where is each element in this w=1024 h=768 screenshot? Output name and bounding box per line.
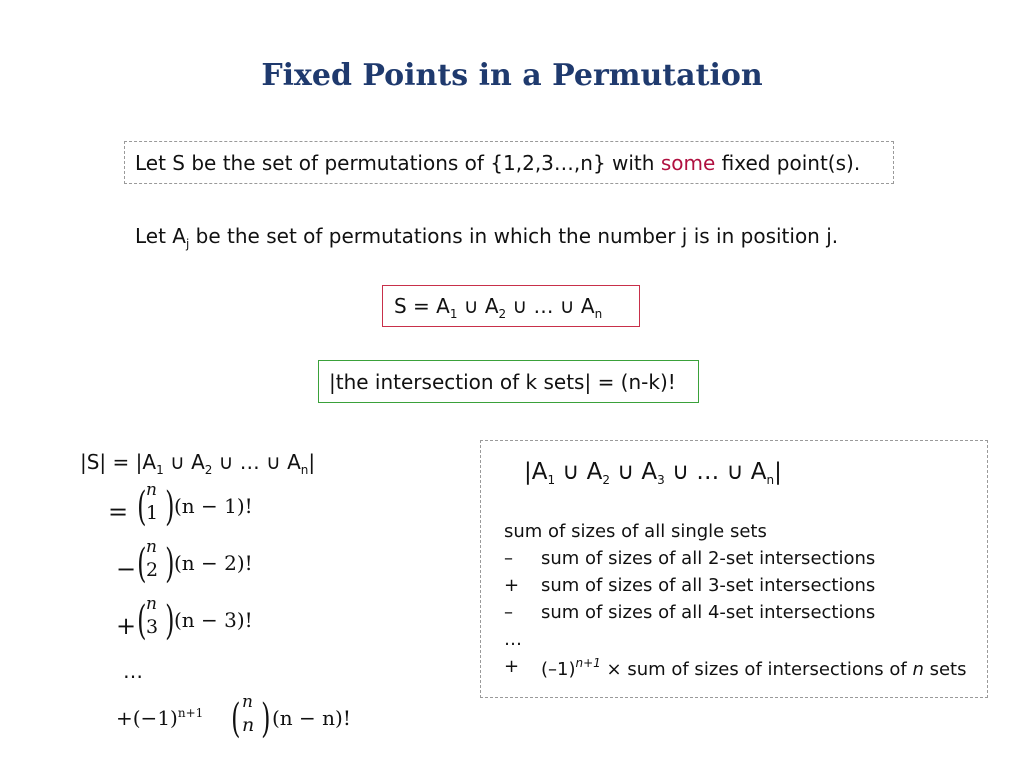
binom-top: n [242,692,253,712]
union-subn: n [766,473,775,487]
term-last-exp: n+1 [177,706,204,720]
s-cardinality [80,450,315,477]
s-card-subn: n [300,463,309,477]
s-eq-sub2: 2 [498,307,507,321]
binom-top: n [146,537,157,557]
binom-bottom: n [242,714,255,736]
binom-top: n [146,480,157,500]
definition-aj-post: be the set of permutations in which the number j is in position j. [189,224,839,248]
definition-s-box [124,141,894,184]
term-last-sign [116,706,203,730]
binom-top: n [146,594,157,614]
s-eq-sub1: 1 [449,307,458,321]
sum-row-label: sum of sizes of all 2-set intersections [541,548,876,569]
definition-s-pre: Let S be the set of permutations of {1,2,3…,n} with [135,151,661,175]
union-sub1: 1 [547,473,556,487]
sum-last-pre: (–1) [541,659,576,680]
union-post: | [774,459,782,485]
sum-row-label: sum of sizes of all 3-set intersections [541,575,876,596]
s-card-union1: ∪ A [163,450,205,474]
binom-bottom: 2 [146,559,159,581]
sum-row-symbol: + [504,575,520,596]
s-equation [394,294,602,321]
sum-row-label: sum of sizes of all 4-set intersections [541,602,876,623]
paren-right: ) [261,696,271,742]
union-heading [524,459,782,487]
definition-s-text [135,151,860,175]
s-card-pre: |S| = |A [80,450,157,474]
paren-right: ) [165,541,175,587]
inclusion-exclusion-box [480,440,988,698]
union-u3: ∪ … ∪ A [664,459,767,485]
term-factorial: (n − 1)! [174,494,253,518]
sum-row-label [541,656,966,680]
binom-bottom: 3 [146,616,159,638]
paren-left: ( [231,696,241,742]
s-card-union2: ∪ … ∪ A [212,450,301,474]
sum-last-post: sets [923,659,967,680]
definition-s-post: fixed point(s). [715,151,861,175]
sum-row-label: sum of sizes of all single sets [504,521,767,542]
definition-aj-text [135,224,838,251]
paren-left: ( [137,598,147,644]
union-pre: |A [524,459,548,485]
union-u1: ∪ A [555,459,603,485]
slide-title: Fixed Points in a Permutation [261,58,763,93]
s-eq-lhs: S = A [394,294,450,318]
s-eq-union1: ∪ A [457,294,499,318]
sum-last-exp: n+1 [575,656,601,670]
binom-bottom: 1 [146,502,159,524]
s-card-sub2: 2 [204,463,213,477]
intersection-fact: |the intersection of k sets| = (n-k)! [329,370,676,394]
sum-row-symbol: – [504,548,513,569]
term-sign: = [108,498,129,526]
paren-right: ) [165,598,175,644]
s-eq-union2: ∪ … ∪ A [506,294,595,318]
s-equation-box [382,285,640,327]
sum-last-mid: × sum of sizes of intersections of [600,659,913,680]
term-factorial: (n − n)! [272,706,351,730]
paren-left: ( [137,484,147,530]
term-sign: + [116,612,137,640]
intersection-fact-box [318,360,699,403]
s-card-post: | [308,450,316,474]
sum-row-symbol: … [504,629,522,650]
paren-right: ) [165,484,175,530]
union-sub3: 3 [657,473,665,487]
sum-last-n: n [912,659,924,680]
definition-aj-sub: j [185,237,190,251]
union-u2: ∪ A [609,459,658,485]
definition-s-highlight: some [660,151,716,175]
term-factorial: (n − 2)! [174,551,253,575]
definition-aj-pre: Let A [135,224,186,248]
term-sign: − [116,555,137,583]
paren-left: ( [137,541,147,587]
terms-ellipsis: … [123,659,143,683]
union-sub2: 2 [602,473,610,487]
term-factorial: (n − 3)! [174,608,253,632]
sum-row-symbol: + [504,656,520,677]
s-eq-subn: n [594,307,603,321]
term-last-sign-text: +(−1) [116,706,178,730]
sum-row-symbol: – [504,602,513,623]
s-card-sub1: 1 [156,463,164,477]
